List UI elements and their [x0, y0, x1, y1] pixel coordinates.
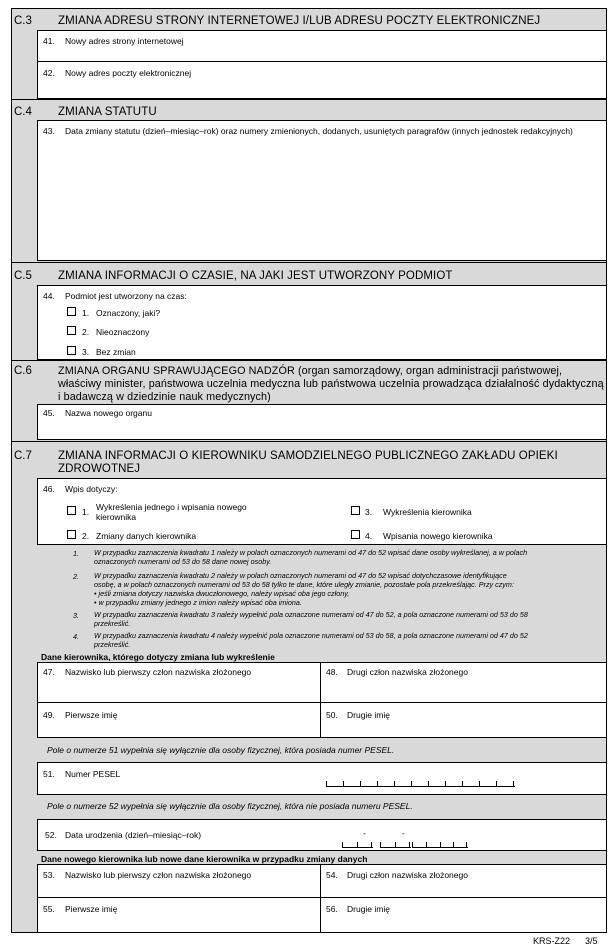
section-title-c3: ZMIANA ADRESU STRONY INTERNETOWEJ I/LUB ADRESU POCZTY ELEKTRONICZNEJ [58, 15, 541, 27]
field-55-box[interactable] [37, 897, 321, 933]
field-50-box[interactable] [320, 702, 607, 738]
option-44-1-label: Oznaczony, jaki? [96, 308, 161, 318]
field-44-number: 44. [43, 291, 55, 301]
field-46-label: Wpis dotyczy: [65, 484, 118, 494]
field-54-label: Drugi człon nazwiska złożonego [347, 870, 468, 880]
field-49-number: 49. [43, 710, 55, 720]
field-51-number: 51. [43, 769, 55, 779]
field-55-number: 55. [43, 904, 55, 914]
field-43-box[interactable] [37, 120, 607, 261]
option-46-1-label-line-2: kierownika [96, 512, 137, 522]
field-51-box [37, 762, 607, 795]
note-3-line-2: przekreślić. [94, 619, 131, 628]
birth-date-note: Pole o numerze 52 wypełnia się wyłącznie dla osoby fizycznej, która nie posiada numeru PESEL. [47, 801, 413, 811]
page-number: 3/5 [585, 936, 598, 946]
section-code-c7: C.7 [14, 450, 32, 462]
field-56-box[interactable] [320, 897, 607, 933]
field-43-number: 43. [43, 126, 55, 136]
note-4-line-1: W przypadku zaznaczenia kwadratu 4 należy wypełnić pola oznaczone numerami od 53 do 58, a pola oznaczone numerami od 47 do 52 [94, 631, 528, 640]
note-3-line-1: W przypadku zaznaczenia kwadratu 3 należy wypełnić pola oznaczone numerami od 47 do 52, a pola oznaczone numerami od 53 do 58 [94, 610, 528, 619]
checkbox-44-option-3[interactable] [67, 346, 76, 355]
field-41-number: 41. [43, 36, 55, 46]
subsection-title-new-manager: Dane nowego kierownika lub nowe dane kierownika w przypadku zmiany danych [41, 854, 368, 864]
checkbox-46-option-1[interactable] [67, 506, 76, 515]
field-53-number: 53. [43, 870, 55, 880]
option-46-2-number: 2. [82, 531, 90, 541]
section-code-c6: C.6 [14, 365, 32, 377]
date-separator-1: - [363, 828, 366, 838]
divider [11, 360, 607, 361]
checkbox-44-option-1[interactable] [67, 307, 76, 316]
section-code-c4: C.4 [14, 106, 32, 118]
note-1-line-1: W przypadku zaznaczenia kwadratu 1 należy w polach oznaczonych numerami od 47 do 52 wpisać dane osoby wykreślanej, a w polach [94, 548, 528, 557]
checkbox-46-option-4[interactable] [351, 530, 360, 539]
section-title-c4: ZMIANA STATUTU [58, 106, 157, 118]
note-2-number: 2. [73, 572, 79, 581]
field-55-label: Pierwsze imię [65, 904, 118, 914]
section-title-c6-line-1: ZMIANA ORGANU SPRAWUJĄCEGO NADZÓR (organ samorządowy, organ administracji państwowej, [58, 365, 563, 377]
field-45-label: Nazwa nowego organu [65, 408, 152, 418]
field-54-number: 54. [326, 870, 338, 880]
field-52-number: 52. [45, 830, 57, 840]
option-46-1-label-line-1: Wykreślenia jednego i wpisania nowego [96, 502, 247, 512]
section-title-c7-line-2: ZDROWOTNEJ [58, 463, 141, 475]
form-code: KRS-Z22 [533, 936, 571, 946]
note-3-number: 3. [73, 611, 79, 620]
field-41-label: Nowy adres strony internetowej [65, 36, 184, 46]
note-2-line-2: osobę, a w polach oznaczonych numerami od 53 do 58 tylko te dane, które uległy zmianie, pozostałe pola przekreślając. Przy czym: [94, 580, 514, 589]
field-51-label: Numer PESEL [65, 769, 121, 779]
note-1-line-2: oznaczonych numerami od 53 do 58 dane nowej osoby. [94, 557, 272, 566]
field-41-box[interactable] [37, 30, 607, 62]
checkbox-44-option-2[interactable] [67, 326, 76, 335]
field-48-label: Drugi człon nazwiska złożonego [347, 667, 468, 677]
field-56-label: Drugie imię [347, 904, 390, 914]
section-title-c5: ZMIANA INFORMACJI O CZASIE, NA JAKI JEST UTWORZONY PODMIOT [58, 270, 453, 282]
note-2-line-1: W przypadku zaznaczenia kwadratu 2 należy w polach oznaczonych numerami od 47 do 52 wpisać dotychczasowe identyfikujące [94, 571, 507, 580]
note-2-line-4: • w przypadku zmiany jednego z imion należy wpisać oba imiona. [94, 598, 302, 607]
birth-day-input[interactable] [342, 840, 373, 848]
field-42-box[interactable] [37, 61, 607, 99]
section-code-c5: C.5 [14, 270, 32, 282]
note-4-line-2: przekreślić. [94, 640, 131, 649]
field-52-label: Data urodzenia (dzień–miesiąc–rok) [65, 830, 202, 840]
field-53-label: Nazwisko lub pierwszy człon nazwiska złożonego [65, 870, 252, 880]
subsection-title-current-manager: Dane kierownika, którego dotyczy zmiana lub wykreślenie [41, 652, 275, 662]
field-50-label: Drugie imię [347, 710, 390, 720]
option-44-2-number: 2. [82, 327, 90, 337]
section-title-c7-line-1: ZMIANA INFORMACJI O KIEROWNIKU SAMODZIELNEGO PUBLICZNEGO ZAKŁADU OPIEKI [58, 450, 558, 462]
field-47-label: Nazwisko lub pierwszy człon nazwiska złożonego [65, 667, 252, 677]
birth-year-input[interactable] [412, 840, 468, 848]
field-56-number: 56. [326, 904, 338, 914]
checkbox-46-option-3[interactable] [351, 506, 360, 515]
date-separator-2: - [402, 828, 405, 838]
option-46-3-number: 3. [365, 507, 373, 517]
field-46-number: 46. [43, 484, 55, 494]
field-50-number: 50. [326, 710, 338, 720]
field-49-box[interactable] [37, 702, 321, 738]
section-title-c6-line-3: i badawczą w dziedzinie nauk medycznych) [58, 391, 271, 403]
option-46-3-label: Wykreślenia kierownika [383, 507, 472, 517]
field-44-label: Podmiot jest utworzony na czas: [65, 291, 187, 301]
option-44-2-label: Nieoznaczony [96, 327, 150, 337]
option-46-2-label: Zmiany danych kierownika [96, 531, 197, 541]
divider [11, 99, 607, 100]
note-2-line-3: • jeśli zmiana dotyczy nazwiska dwuczłonowego, należy wpisać oba jego człony, [94, 589, 350, 598]
note-4-number: 4. [73, 632, 79, 641]
birth-month-input[interactable] [380, 840, 411, 848]
field-42-label: Nowy adres poczty elektronicznej [65, 68, 192, 78]
field-49-label: Pierwsze imię [65, 710, 118, 720]
option-44-1-number: 1. [82, 308, 90, 318]
field-42-number: 42. [43, 68, 55, 78]
field-47-number: 47. [43, 667, 55, 677]
divider [11, 262, 607, 263]
pesel-note: Pole o numerze 51 wypełnia się wyłącznie dla osoby fizycznej, która posiada numer PESEL. [47, 745, 395, 755]
section-title-c6-line-2: właściwy minister, państwowa uczelnia medyczna lub państwowa uczelnia prowadząca działalność dydaktyczną [58, 378, 604, 390]
note-1-number: 1. [73, 549, 79, 558]
section-code-c3: C.3 [14, 15, 32, 27]
option-46-1-number: 1. [82, 507, 90, 517]
field-48-number: 48. [326, 667, 338, 677]
divider [11, 441, 607, 442]
option-44-3-number: 3. [82, 347, 90, 357]
field-45-number: 45. [43, 408, 55, 418]
pesel-digit-input[interactable] [326, 779, 515, 787]
field-43-label: Data zmiany statutu (dzień–miesiąc–rok) oraz numery zmienionych, dodanych, usuniętych paragrafów (innych jednostek redakcyjnych) [65, 126, 573, 136]
option-46-4-label: Wpisania nowego kierownika [383, 531, 493, 541]
checkbox-46-option-2[interactable] [67, 530, 76, 539]
option-46-4-number: 4. [365, 531, 373, 541]
option-44-3-label: Bez zmian [96, 347, 136, 357]
